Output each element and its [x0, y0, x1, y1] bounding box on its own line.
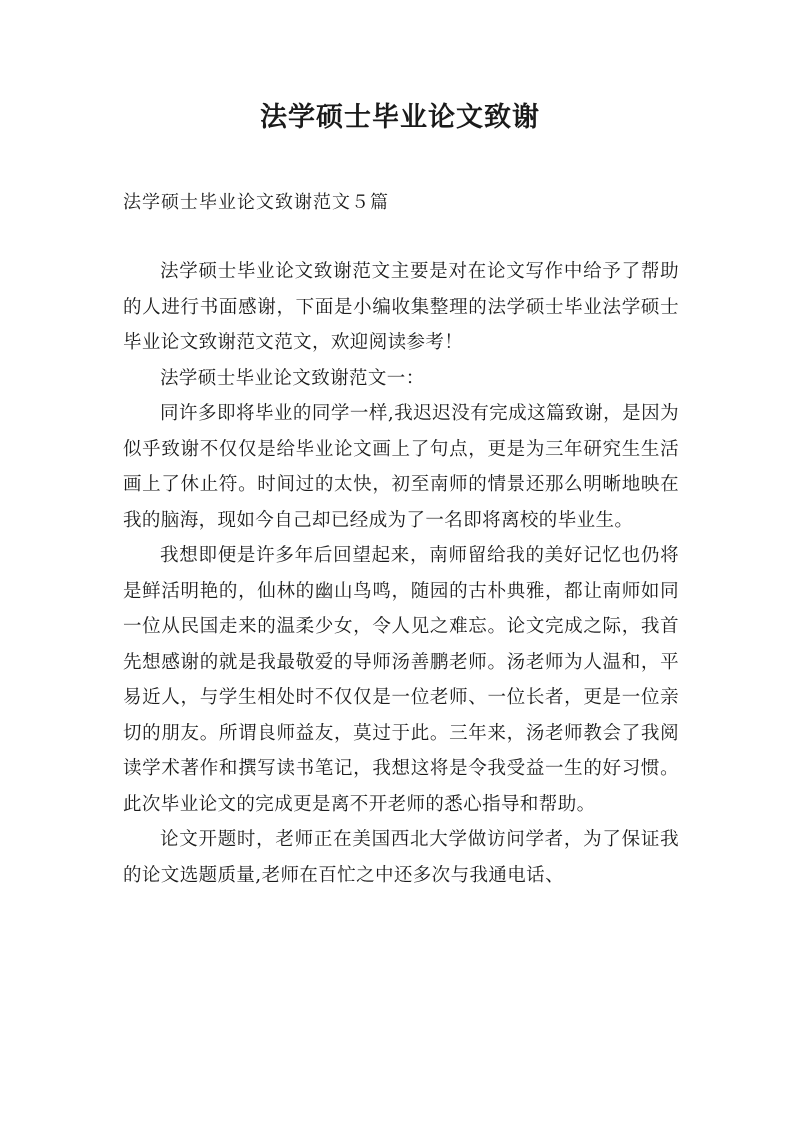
paragraph: 同许多即将毕业的同学一样,我迟迟没有完成这篇致谢，是因为似乎致谢不仅仅是给毕业论文画上了句点，更是为三年研究生生活画上了休止符。时间过的太快，初至南师的情景还那么明晰地映在我的脑海，现如今自己却已经成为了一名即将离校的毕业生。 [123, 403, 679, 531]
document-title: 法学硕士毕业论文致谢 [260, 102, 540, 133]
paragraph: 论文开题时，老师正在美国西北大学做访问学者，为了保证我的论文选题质量,老师在百忙之中还多次与我通电话、 [123, 829, 679, 886]
document-subtitle: 法学硕士毕业论文致谢范文５篇 [123, 192, 389, 213]
document-body [123, 254, 679, 893]
paragraph-heading-sample-one: 法学硕士毕业论文致谢范文一： [160, 367, 425, 389]
paragraph-intro: 法学硕士毕业论文致谢范文主要是对在论文写作中给予了帮助的人进行书面感谢，下面是小编收集整理的法学硕士毕业法学硕士毕业论文致谢范文范文，欢迎阅读参考！ [123, 261, 679, 353]
paragraph: 我想即便是许多年后回望起来，南师留给我的美好记忆也仍将是鲜活明艳的，仙林的幽山鸟鸣，随园的古朴典雅，都让南师如同一位从民国走来的温柔少女，令人见之难忘。论文完成之际，我首先想感谢的就是我最敬爱的导师汤善鹏老师。汤老师为人温和，平易近人，与学生相处时不仅仅是一位老师、一位长者，更是一位亲切的朋友。所谓良师益友，莫过于此。三年来，汤老师教会了我阅读学术著作和撰写读书笔记，我想这将是令我受益一生的好习惯。此次毕业论文的完成更是离不开老师的悉心指导和帮助。 [123, 545, 679, 815]
